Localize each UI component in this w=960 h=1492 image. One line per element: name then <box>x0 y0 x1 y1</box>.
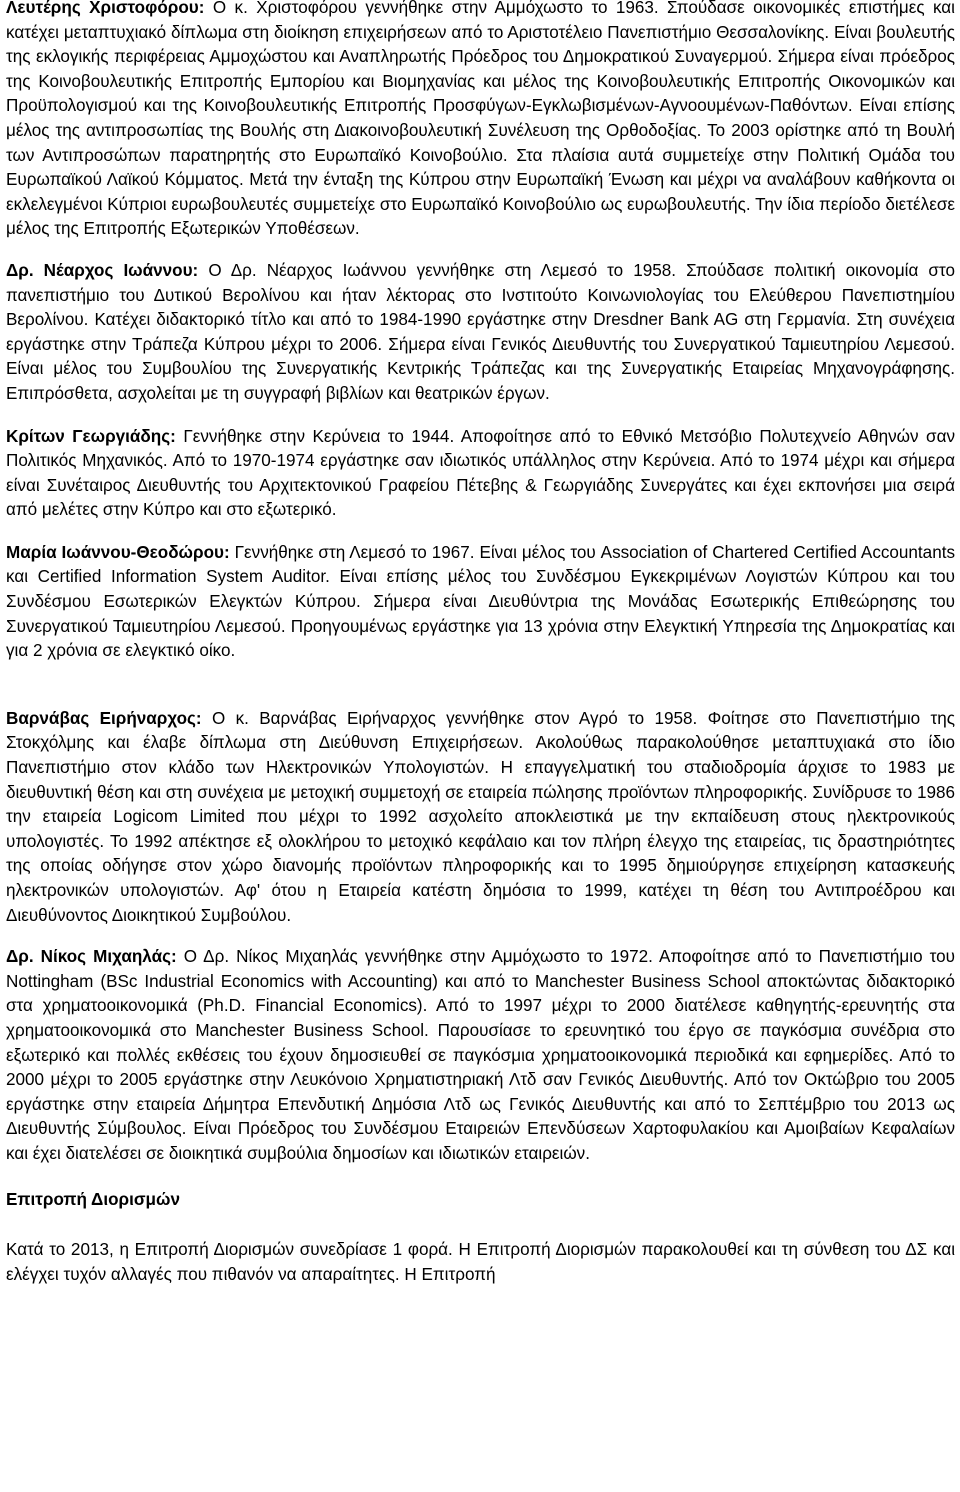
bio-name: Βαρνάβας Ειρήναρχος: <box>6 708 202 728</box>
bio-text: Γεννήθηκε στη Λεμεσό το 1967. Είναι μέλος του Association of Chartered Certified Accountants και Certified Information System Auditor. Είναι επίσης μέλος του Συνδέσμου Εγκεκριμένων Λογιστών Κύπρου και του Συνδέσμου Εσωτερικών Ελεγκτών Κύπρου. Σήμερα είναι Διευθύντρια της Μονάδας Εσωτερικής Επιθεώρησης του Συνεργατικού Ταμιευτηρίου Λεμεσού. Προηγουμένως εργάστηκε για 13 χρόνια στην Ελεγκτική Υπηρεσία της Δημοκρατίας και για 2 χρόνια σε ελεγκτικό οίκο. <box>6 542 955 661</box>
bio-nearchos-ioannou <box>6 259 955 407</box>
bio-nikos-michailas <box>6 945 955 1166</box>
bio-text: Ο Δρ. Νέαρχος Ιωάννου γεννήθηκε στη Λεμεσό το 1958. Σπούδασε πολιτική οικονομία στο πανεπιστήμιο του Δυτικού Βερολίνου και ήταν λέκτορας στο Ινστιτούτο Κοινωνιολογίας του Ελεύθερου Πανεπιστημίου Βερολίνου. Κατέχει διδακτορικό τίτλο και από το 1984-1990 εργάστηκε στην Dresdner Bank AG στη Γερμανία. Στη συνέχεια εργάστηκε στην Τράπεζα Κύπρου μέχρι το 2006. Σήμερα είναι Γενικός Διευθυντής του Συνεργατικού Ταμιευτηρίου Λεμεσού. Είναι μέλος του Συμβουλίου της Συνεργατικής Κεντρικής Τράπεζας και της Συνεργατικής Εταιρείας Μηχανογράφησης. Επιπρόσθετα, ασχολείται με τη συγγραφή βιβλίων και θεατρικών έργων. <box>6 260 955 403</box>
bio-name: Λευτέρης Χριστοφόρου: <box>6 0 205 17</box>
bio-text: Ο κ. Βαρνάβας Ειρήναρχος γεννήθηκε στον Αγρό το 1958. Φοίτησε στο Πανεπιστήμιο της Στοκχόλμης και έλαβε δίπλωμα στη Διεύθυνση Επιχειρήσεων. Ακολούθως παρακολούθησε μεταπτυχιακά στο ίδιο Πανεπιστήμιο στον κλάδο των Ηλεκτρονικών Υπολογιστών. Η επαγγελματική του σταδιοδρομία άρχισε το 1983 με διευθυντική θέση και στη συνέχεια με μετοχική συμμετοχή σε εταιρεία πώλησης προϊόντων πληροφορικής. Συνίδρυσε το 1986 την εταιρεία Logicom Limited που μέχρι το 1992 ασχολείτο αποκλειστικά με την εκπαίδευση στους ηλεκτρονικούς υπολογιστές. Το 1992 απέκτησε εξ ολοκλήρου το μετοχικό κεφάλαιο και τον πλήρη έλεγχο της εταιρείας, τις δραστηριότητες της οποίας οδήγησε στον χώρο διανομής προϊόντων πληροφορικής και το 1995 δημιούργησε επιχείρηση κατασκευής ηλεκτρονικών υπολογιστών. Αφ' ότου η Εταιρεία κατέστη δημόσια το 1999, κατέχει τη θέση του Αντιπροέδρου και Διευθύνοντος Διοικητικού Συμβούλου. <box>6 708 956 925</box>
bio-kriton-georgiadis <box>6 425 955 523</box>
bio-name: Δρ. Νέαρχος Ιωάννου: <box>6 260 199 280</box>
bio-text: Γεννήθηκε στην Κερύνεια το 1944. Αποφοίτησε από το Εθνικό Μετσόβιο Πολυτεχνείο Αθηνών σαν Πολιτικός Μηχανικός. Από το 1970-1974 εργάστηκε σαν ιδιωτικός υπάλληλος στην Κερύνεια. Από το 1974 μέχρι και σήμερα είναι Συνέταιρος Διευθυντής του Αρχιτεκτονικού Γραφείου Πέτεβης & Γεωργιάδης Συνεργάτες και έχει εκπονήσει μια σειρά από μελέτες στην Κύπρο και στο εξωτερικό. <box>6 426 956 520</box>
section-heading-appointments-committee: Επιτροπή Διορισμών <box>6 1189 180 1209</box>
bio-varnavas-eirinarchos <box>6 707 955 928</box>
bio-lefteris-christoforou <box>6 0 955 242</box>
bio-text: Ο Δρ. Νίκος Μιχαηλάς γεννήθηκε στην Αμμόχωστο το 1972. Αποφοίτησε από το Πανεπιστήμιο του Nottingham (BSc Industrial Economics with Accounting) και από το Manchester Business School αποκτώντας διδακτορικό στα χρηματοοικονομικά (Ph.D. Financial Economics). Από το 1997 μέχρι το 2000 διατέλεσε καθηγητής-ερευνητής στα χρηματοοικονομικά στο Manchester Business School. Παρουσίασε το ερευνητικό του έργο σε παγκόσμια συνέδρια στο εξωτερικό και πολλές εκθέσεις του έχουν δημοσιευθεί σε παγκόσμια χρηματοοικονομικά περιοδικά και εφημερίδες. Από το 2000 μέχρι το 2005 εργάστηκε στην Λευκόνοιο Χρηματιστηριακή Λτδ σαν Γενικός Διευθυντής. Από τον Οκτώβριο του 2005 εργάστηκε στην εταιρεία Δήμητρα Επενδυτική Δημόσια Λτδ ως Γενικός Διευθυντής και από το Σεπτέμβριο του 2013 ως Διευθυντής Σύμβουλος. Είναι Πρόεδρος του Συνδέσμου Εταιρειών Επενδύσεων Χαρτοφυλακίου και Αμοιβαίων Κεφαλαίων και έχει διατελέσει σε διοικητικά συμβούλια δημοσίων και ιδιωτικών εταιρειών. <box>6 947 956 1163</box>
bio-name: Δρ. Νίκος Μιχαηλάς: <box>6 947 177 967</box>
bio-text: Ο κ. Χριστοφόρου γεννήθηκε στην Αμμόχωστο το 1963. Σπούδασε οικονομικές επιστήμες και κατέχει μεταπτυχιακό δίπλωμα στη διοίκηση επιχειρήσεων από το Αριστοτέλειο Πανεπιστήμιο Θεσσαλονίκης. Είναι βουλευτής της εκλογικής περιφέρειας Αμμοχώστου και Αναπληρωτής Πρόεδρος του Δημοκρατικού Συναγερμού. Σήμερα είναι πρόεδρος της Κοινοβουλευτικής Επιτροπής Εμπορίου και Βιομηχανίας και μέλος της Κοινοβουλευτικής Επιτροπής Οικονομικών και Προϋπολογισμού και της Κοινοβουλευτικής Επιτροπής Προσφύγων-Εγκλωβισμένων-Αγνοουμένων-Παθόντων. Είναι επίσης μέλος της αντιπροσωπίας της Βουλής στη Διακοινοβουλευτική Συνέλευση της Ορθοδοξίας. Το 2003 ορίστηκε από τη Βουλή των Αντιπροσώπων παρατηρητής στο Ευρωπαϊκό Κοινοβούλιο. Στα πλαίσια αυτά συμμετείχε στην Πολιτική Ομάδα του Ευρωπαϊκού Λαϊκού Κόμματος. Μετά την ένταξη της Κύπρου στην Ευρωπαϊκή Ένωση και μέχρι να αναλάβουν καθήκοντα οι εκλελεγμένοι Κύπριοι ευρωβουλευτές συμμετείχε στο Ευρωπαϊκό Κοινοβούλιο ως ευρωβουλευτής. Την ίδια περίοδο διετέλεσε μέλος της Επιτροπής Εξωτερικών Υποθέσεων. <box>6 0 955 239</box>
document-page <box>6 0 955 1287</box>
bio-name: Μαρία Ιωάννου-Θεοδώρου: <box>6 542 230 562</box>
bio-maria-ioannou-theodorou <box>6 541 955 664</box>
bio-name: Κρίτων Γεωργιάδης: <box>6 426 176 446</box>
section-paragraph: Κατά το 2013, η Επιτροπή Διορισμών συνεδρίασε 1 φορά. Η Επιτροπή Διορισμών παρακολουθεί και τη σύνθεση του ΔΣ και ελέγχει τυχόν αλλαγές που πιθανόν να απαραίτητες. Η Επιτροπή <box>6 1240 955 1284</box>
